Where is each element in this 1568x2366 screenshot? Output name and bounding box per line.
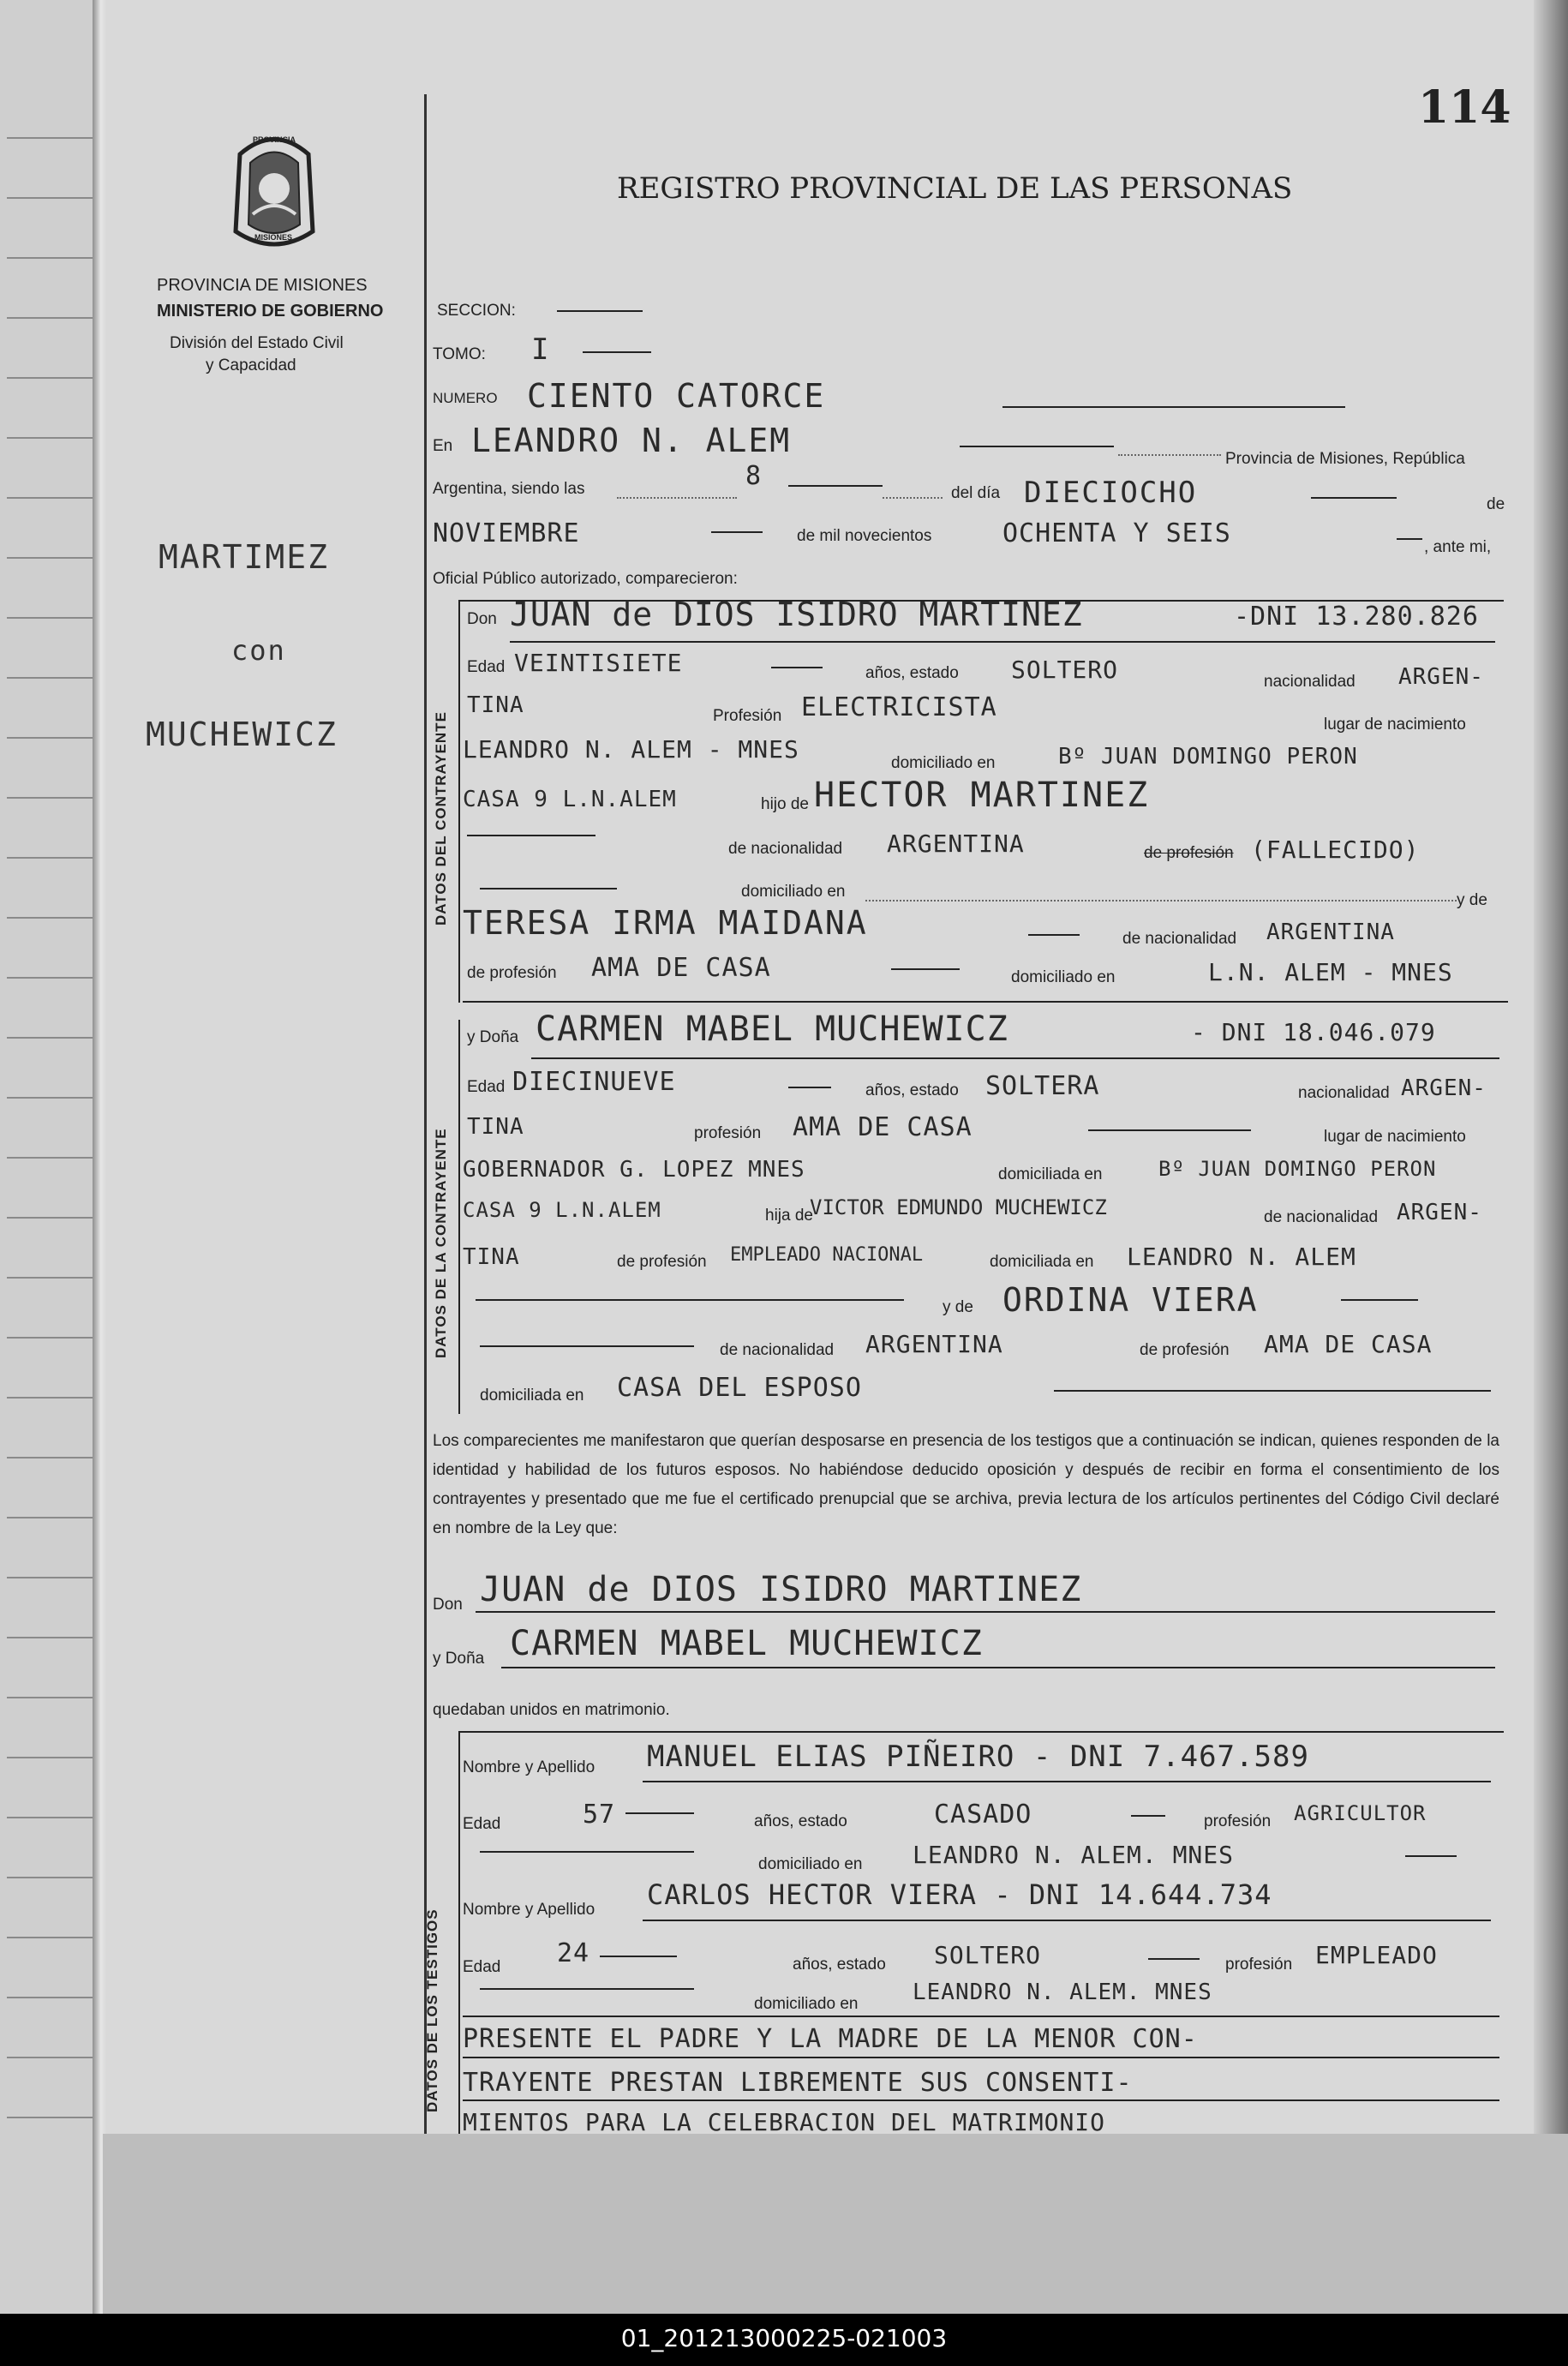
anio-value: OCHENTA Y SEIS [1002,518,1231,548]
t2-edad-label: Edad [463,1958,501,1976]
page-bottom-shadow [103,2134,1568,2314]
section-label-testigos: DATOS DE LOS TESTIGOS [424,1908,440,2112]
bride-father-dom: LEANDRO N. ALEM [1127,1243,1356,1271]
argentina-text: Argentina, siendo las [433,480,585,498]
t2-estado: SOLTERO [934,1941,1042,1969]
bride-lugar: GOBERNADOR G. LOPEZ MNES [463,1157,805,1183]
numero-label: NUMERO [433,390,498,406]
bride-edad: DIECINUEVE [512,1067,676,1097]
t1-prof: AGRICULTOR [1294,1801,1427,1825]
bride-lugar-label: lugar de nacimiento [1324,1128,1466,1146]
bride-profesion: AMA DE CASA [793,1112,973,1142]
declaration-closing: quedaban unidos en matrimonio. [433,1701,670,1719]
groom-anios-estado: años, estado [865,664,959,682]
del-dia-label: del día [951,484,1001,502]
groom-prof-label: Profesión [713,707,782,725]
don-label: Don [467,610,497,628]
bride-nac-a: ARGEN- [1401,1075,1487,1101]
bride-nac-label: nacionalidad [1298,1084,1390,1102]
testigos-note-line-1: PRESENTE EL PADRE Y LA MADRE DE LA MENOR CON- [463,2024,1198,2054]
testigos-note-line-2: TRAYENTE PRESTAN LIBREMENTE SUS CONSENTI- [463,2068,1133,2098]
provincia-text: Provincia de Misiones, República [1225,450,1465,468]
previous-page-edge [0,0,103,2314]
page-number: 114 [1418,81,1511,134]
groom-nac-label: nacionalidad [1264,673,1356,691]
bride-father-prof: EMPLEADO NACIONAL [730,1244,924,1266]
bride-domicilio-b: CASA 9 L.N.ALEM [463,1198,661,1222]
section-label-contrayente-bride: DATOS DE LA CONTRAYENTE [433,1128,449,1358]
declaration-dona-value: CARMEN MABEL MUCHEWICZ [510,1624,983,1663]
groom-mother: TERESA IRMA MAIDANA [463,904,868,942]
seal-bottom-text: MISIONES [254,233,293,242]
t2-dom: LEANDRO N. ALEM. MNES [913,1980,1212,2005]
t2-anios-estado: años, estado [793,1956,886,1974]
issuer-capacity: y Capacidad [206,356,296,374]
bride-father-nac-label: de nacionalidad [1264,1208,1379,1226]
groom-mother-nac: ARGENTINA [1266,919,1395,945]
dona-label: y Doña [467,1028,519,1046]
groom-domicilio-b: CASA 9 L.N.ALEM [463,787,677,812]
numero-value: CIENTO CATORCE [527,377,826,415]
bride-mother-prof: AMA DE CASA [1264,1330,1433,1358]
t2-edad: 24 [557,1938,590,1968]
groom-father-prof: (FALLECIDO) [1251,836,1420,864]
bride-name: CARMEN MABEL MUCHEWICZ [536,1009,1008,1049]
ante-mi-text: , ante mi, [1424,538,1492,556]
image-id-label: 01_201213000225-021003 [620,2324,948,2352]
seccion-label: SECCION: [437,302,516,320]
bride-father: VICTOR EDMUNDO MUCHEWICZ [810,1195,1107,1219]
groom-edad-label: Edad [467,658,506,676]
groom-dni: -DNI 13.280.826 [1234,602,1479,632]
issuer-province: PROVINCIA DE MISIONES [157,276,368,295]
testigos-note-line-3: MIENTOS PARA LA CELEBRACION DEL MATRIMONIO [463,2108,1106,2136]
bride-father-nac-b: TINA [463,1244,520,1270]
bride-nac-b: TINA [467,1114,524,1140]
bride-father-dom-label: domiciliada en [990,1253,1094,1271]
tomo-label: TOMO: [433,345,486,363]
declaration-dona-label: y Doña [433,1650,485,1668]
section-label-contrayente: DATOS DEL CONTRAYENTE [433,711,449,925]
mil-label: de mil novecientos [797,527,932,545]
tomo-value: I [531,332,551,367]
declaration-don-label: Don [433,1596,463,1614]
bride-dni: - DNI 18.046.079 [1191,1018,1436,1046]
groom-edad: VEINTISIETE [514,649,683,677]
groom-hijo-label: hijo de [761,795,809,813]
t2-prof: EMPLEADO [1315,1941,1438,1969]
seal-top-text: PROVINCIA [253,135,296,144]
t1-dom: LEANDRO N. ALEM. MNES [913,1841,1235,1869]
groom-y-de: y de [1457,891,1487,909]
bride-mother-dom: CASA DEL ESPOSO [617,1373,862,1403]
bride-mother-nac-label: de nacionalidad [720,1341,835,1359]
t1-edad: 57 [583,1800,616,1830]
bride-hija-label: hija de [765,1207,813,1225]
bride-father-prof-label: de profesión [617,1253,707,1271]
bride-mother: ORDINA VIERA [1002,1281,1259,1319]
groom-mother-nac-label: de nacionalidad [1122,930,1237,948]
groom-mother-prof-label: de profesión [467,964,557,982]
t1-edad-label: Edad [463,1815,501,1833]
t2-name: CARLOS HECTOR VIERA - DNI 14.644.734 [647,1878,1272,1911]
groom-mother-dom: L.N. ALEM - MNES [1208,958,1453,986]
groom-profesion: ELECTRICISTA [801,692,997,722]
margin-note-bride: MUCHEWICZ [146,716,338,753]
bride-anios-estado: años, estado [865,1081,959,1099]
registry-title: REGISTRO PROVINCIAL DE LAS PERSONAS [617,171,1293,206]
declaration-don-value: JUAN de DIOS ISIDRO MARTINEZ [480,1570,1082,1609]
de-label: de [1487,495,1505,513]
bride-estado: SOLTERA [985,1071,1100,1101]
groom-mother-prof: AMA DE CASA [591,953,771,983]
mes-value: NOVIEMBRE [433,518,580,548]
bride-y-de: y de [943,1298,973,1316]
declaration-paragraph: Los comparecientes me manifestaron que querían desposarse en presencia de los testigos que a continuación se indican, quienes responden de la identidad y habilidad de los futuros esposos. No habiéndose deducido oposición y después de recibir en forma el consentimiento de los contrayentes y presentado que me fue el certificado prenupcial que se archiva, previa lectura de los artículos pertinentes del Código Civil declaré en nombre de la Ley que: [433,1432,1499,1537]
t1-nombre-label: Nombre y Apellido [463,1758,595,1776]
groom-estado: SOLTERO [1011,656,1119,684]
groom-father-dom-label: domiciliado en [741,883,846,901]
bride-dom-label: domiciliada en [998,1165,1103,1183]
book-spine-shadow [93,0,106,2314]
bride-mother-dom-label: domiciliada en [480,1387,584,1405]
margin-note-groom: MARTIMEZ [159,538,330,576]
groom-father-nac-label: de nacionalidad [728,840,843,858]
bride-edad-label: Edad [467,1078,506,1096]
oficial-text: Oficial Público autorizado, comparecieron: [433,570,738,588]
margin-line [424,94,427,2134]
t2-dom-label: domiciliado en [754,1995,859,2013]
t1-anios-estado: años, estado [754,1812,847,1830]
bride-domicilio: Bº JUAN DOMINGO PERON [1158,1157,1437,1181]
page-edge-shadow [1534,0,1568,2314]
groom-father-prof-label: de profesión [1144,844,1234,862]
bride-mother-prof-label: de profesión [1140,1341,1230,1359]
dia-value: DIECIOCHO [1024,476,1198,510]
t2-prof-label: profesión [1225,1956,1293,1974]
groom-nac-b: TINA [467,692,524,718]
issuer-division: División del Estado Civil [170,334,344,352]
t1-dom-label: domiciliado en [758,1855,863,1873]
bride-mother-nac: ARGENTINA [865,1330,1003,1358]
bride-father-nac-a: ARGEN- [1397,1200,1482,1225]
groom-name: JUAN de DIOS ISIDRO MARTINEZ [510,596,1083,633]
groom-father-nac: ARGENTINA [887,830,1025,858]
t2-nombre-label: Nombre y Apellido [463,1901,595,1919]
groom-lugar: LEANDRO N. ALEM - MNES [463,735,799,764]
groom-father: HECTOR MARTINEZ [814,776,1150,815]
groom-dom-label: domiciliado en [891,754,996,772]
groom-mother-dom-label: domiciliado en [1011,968,1116,986]
t1-name: MANUEL ELIAS PIÑEIRO - DNI 7.467.589 [647,1740,1309,1774]
groom-nac-a: ARGEN- [1398,664,1484,690]
en-label: En [433,437,453,455]
en-value: LEANDRO N. ALEM [471,422,792,459]
t1-estado: CASADO [934,1800,1032,1830]
groom-lugar-label: lugar de nacimiento [1324,716,1466,734]
hora-value: 8 [745,461,763,491]
t1-prof-label: profesión [1204,1812,1272,1830]
margin-note-con: con [231,634,286,667]
groom-domicilio: Bº JUAN DOMINGO PERON [1058,744,1358,770]
issuer-ministry: MINISTERIO DE GOBIERNO [157,302,384,320]
bride-prof-label: profesión [694,1124,762,1142]
